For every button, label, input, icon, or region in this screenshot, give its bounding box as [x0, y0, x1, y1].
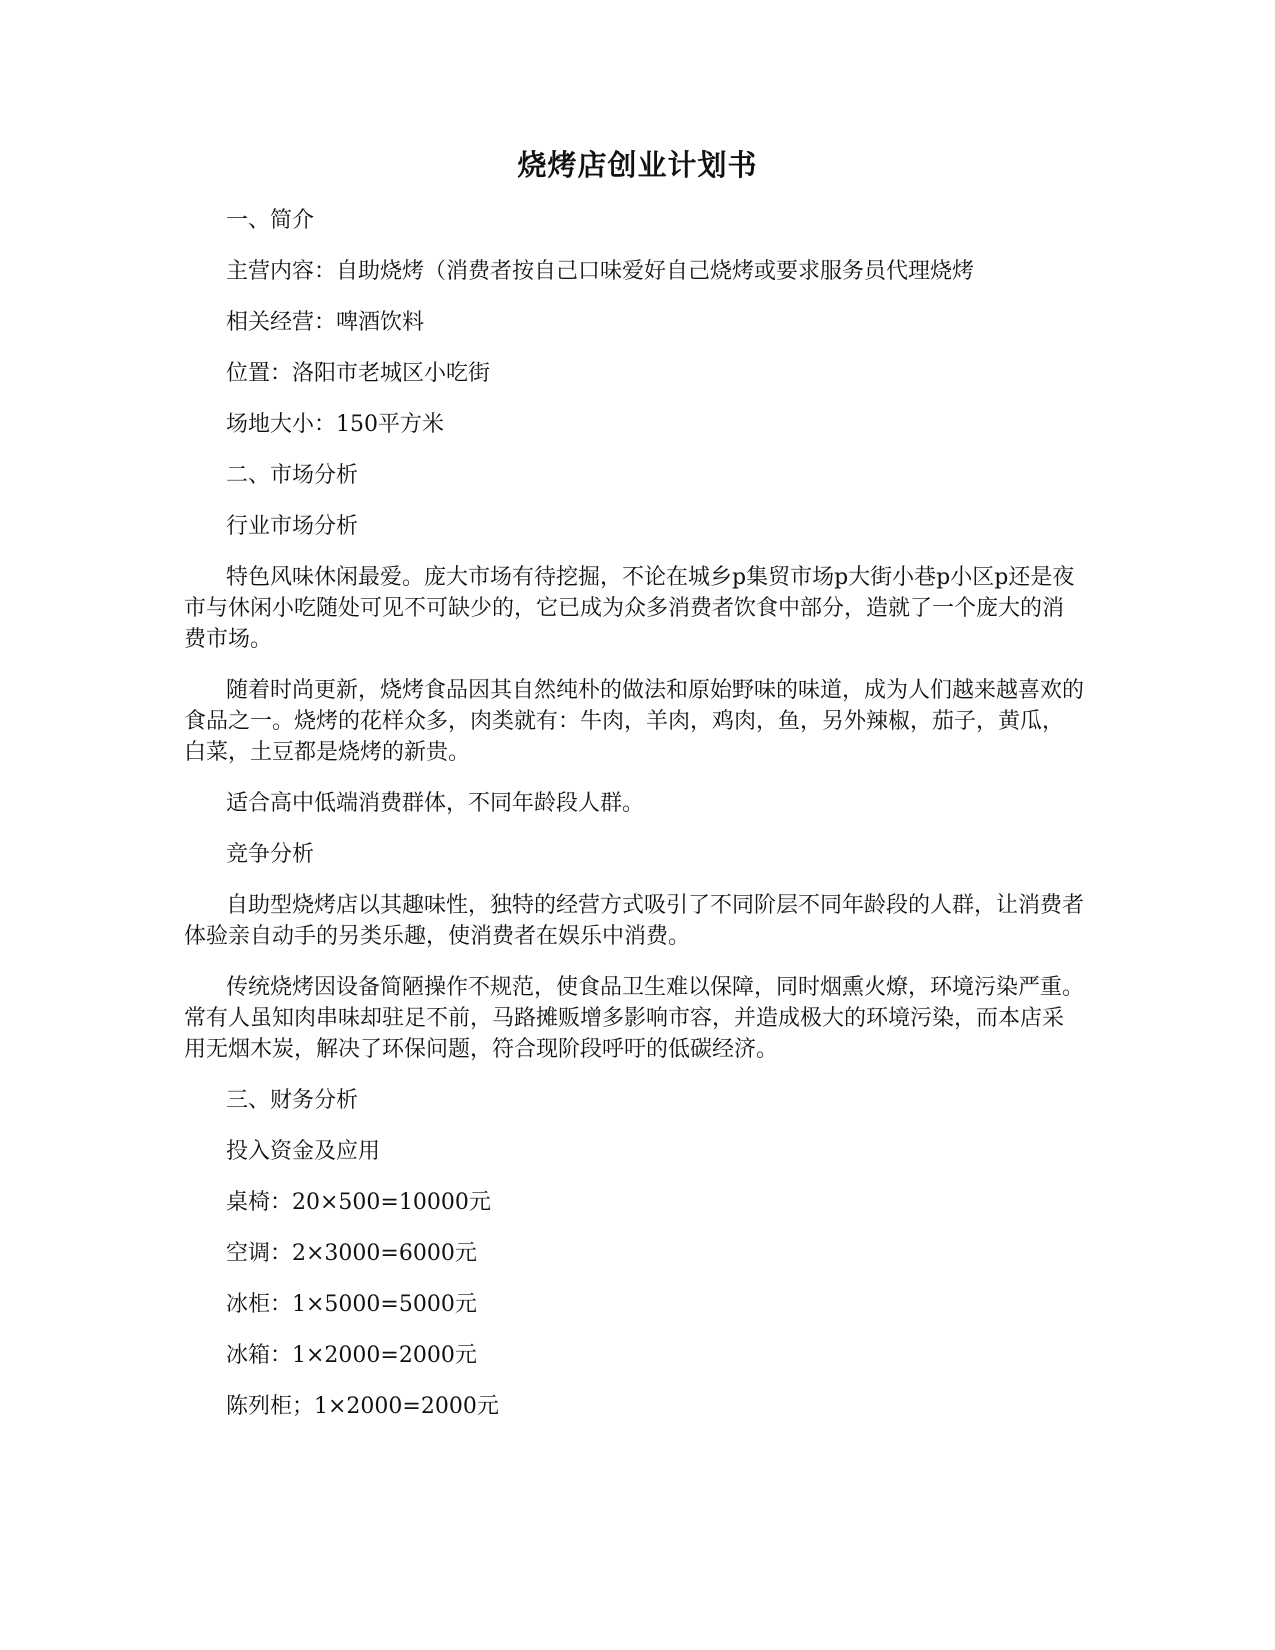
section-heading-market: 二、市场分析 — [226, 463, 359, 488]
subheading-investment: 投入资金及应用 — [226, 1139, 381, 1164]
cost-item-tables-chairs: 桌椅：20×500=10000元 — [226, 1190, 491, 1215]
section-heading-intro: 一、简介 — [226, 208, 315, 233]
venue-size-line: 场地大小：150平方米 — [226, 412, 444, 437]
document-body — [184, 205, 1084, 1442]
cost-item-air-conditioners: 空调：2×3000=6000元 — [226, 1241, 477, 1266]
paragraph-competition-2: 传统烧烤因设备简陋操作不规范，使食品卫生难以保障，同时烟熏火燎，环境污染严重。常有人虽知肉串味却驻足不前，马路摊贩增多影响市容，并造成极大的环境污染，而本店采用无烟木炭，解决了环保问题，符合现阶段呼吁的低碳经济。 — [184, 975, 1085, 1062]
main-business-line: 主营内容：自助烧烤（消费者按自己口味爱好自己烧烤或要求服务员代理烧烤 — [226, 259, 975, 284]
paragraph-trend: 随着时尚更新，烧烤食品因其自然纯朴的做法和原始野味的味道，成为人们越来越喜欢的食品之一。烧烤的花样众多，肉类就有：牛肉，羊肉，鸡肉，鱼，另外辣椒，茄子，黄瓜，白菜，土豆都是烧烤的新贵。 — [184, 678, 1085, 765]
paragraph-target-audience: 适合高中低端消费群体，不同年龄段人群。 — [226, 791, 645, 816]
subheading-competition: 竞争分析 — [226, 842, 315, 867]
document-title: 烧烤店创业计划书 — [517, 148, 758, 182]
paragraph-market-overview: 特色风味休闲最爱。庞大市场有待挖掘，不论在城乡p集贸市场p大街小巷p小区p还是夜市与休闲小吃随处可见不可缺少的，它已成为众多消费者饮食中部分，造就了一个庞大的消费市场。 — [184, 565, 1075, 652]
cost-item-refrigerator: 冰箱：1×2000=2000元 — [226, 1343, 477, 1368]
subheading-industry-market: 行业市场分析 — [226, 514, 359, 539]
related-business-line: 相关经营：啤酒饮料 — [226, 310, 425, 335]
cost-item-freezer: 冰柜：1×5000=5000元 — [226, 1292, 477, 1317]
paragraph-competition-1: 自助型烧烤店以其趣味性，独特的经营方式吸引了不同阶层不同年龄段的人群，让消费者体验亲自动手的另类乐趣，使消费者在娱乐中消费。 — [184, 893, 1085, 949]
cost-item-display-cabinet: 陈列柜；1×2000=2000元 — [226, 1394, 499, 1419]
section-heading-finance: 三、财务分析 — [226, 1088, 359, 1113]
location-line: 位置：洛阳市老城区小吃街 — [226, 361, 491, 386]
